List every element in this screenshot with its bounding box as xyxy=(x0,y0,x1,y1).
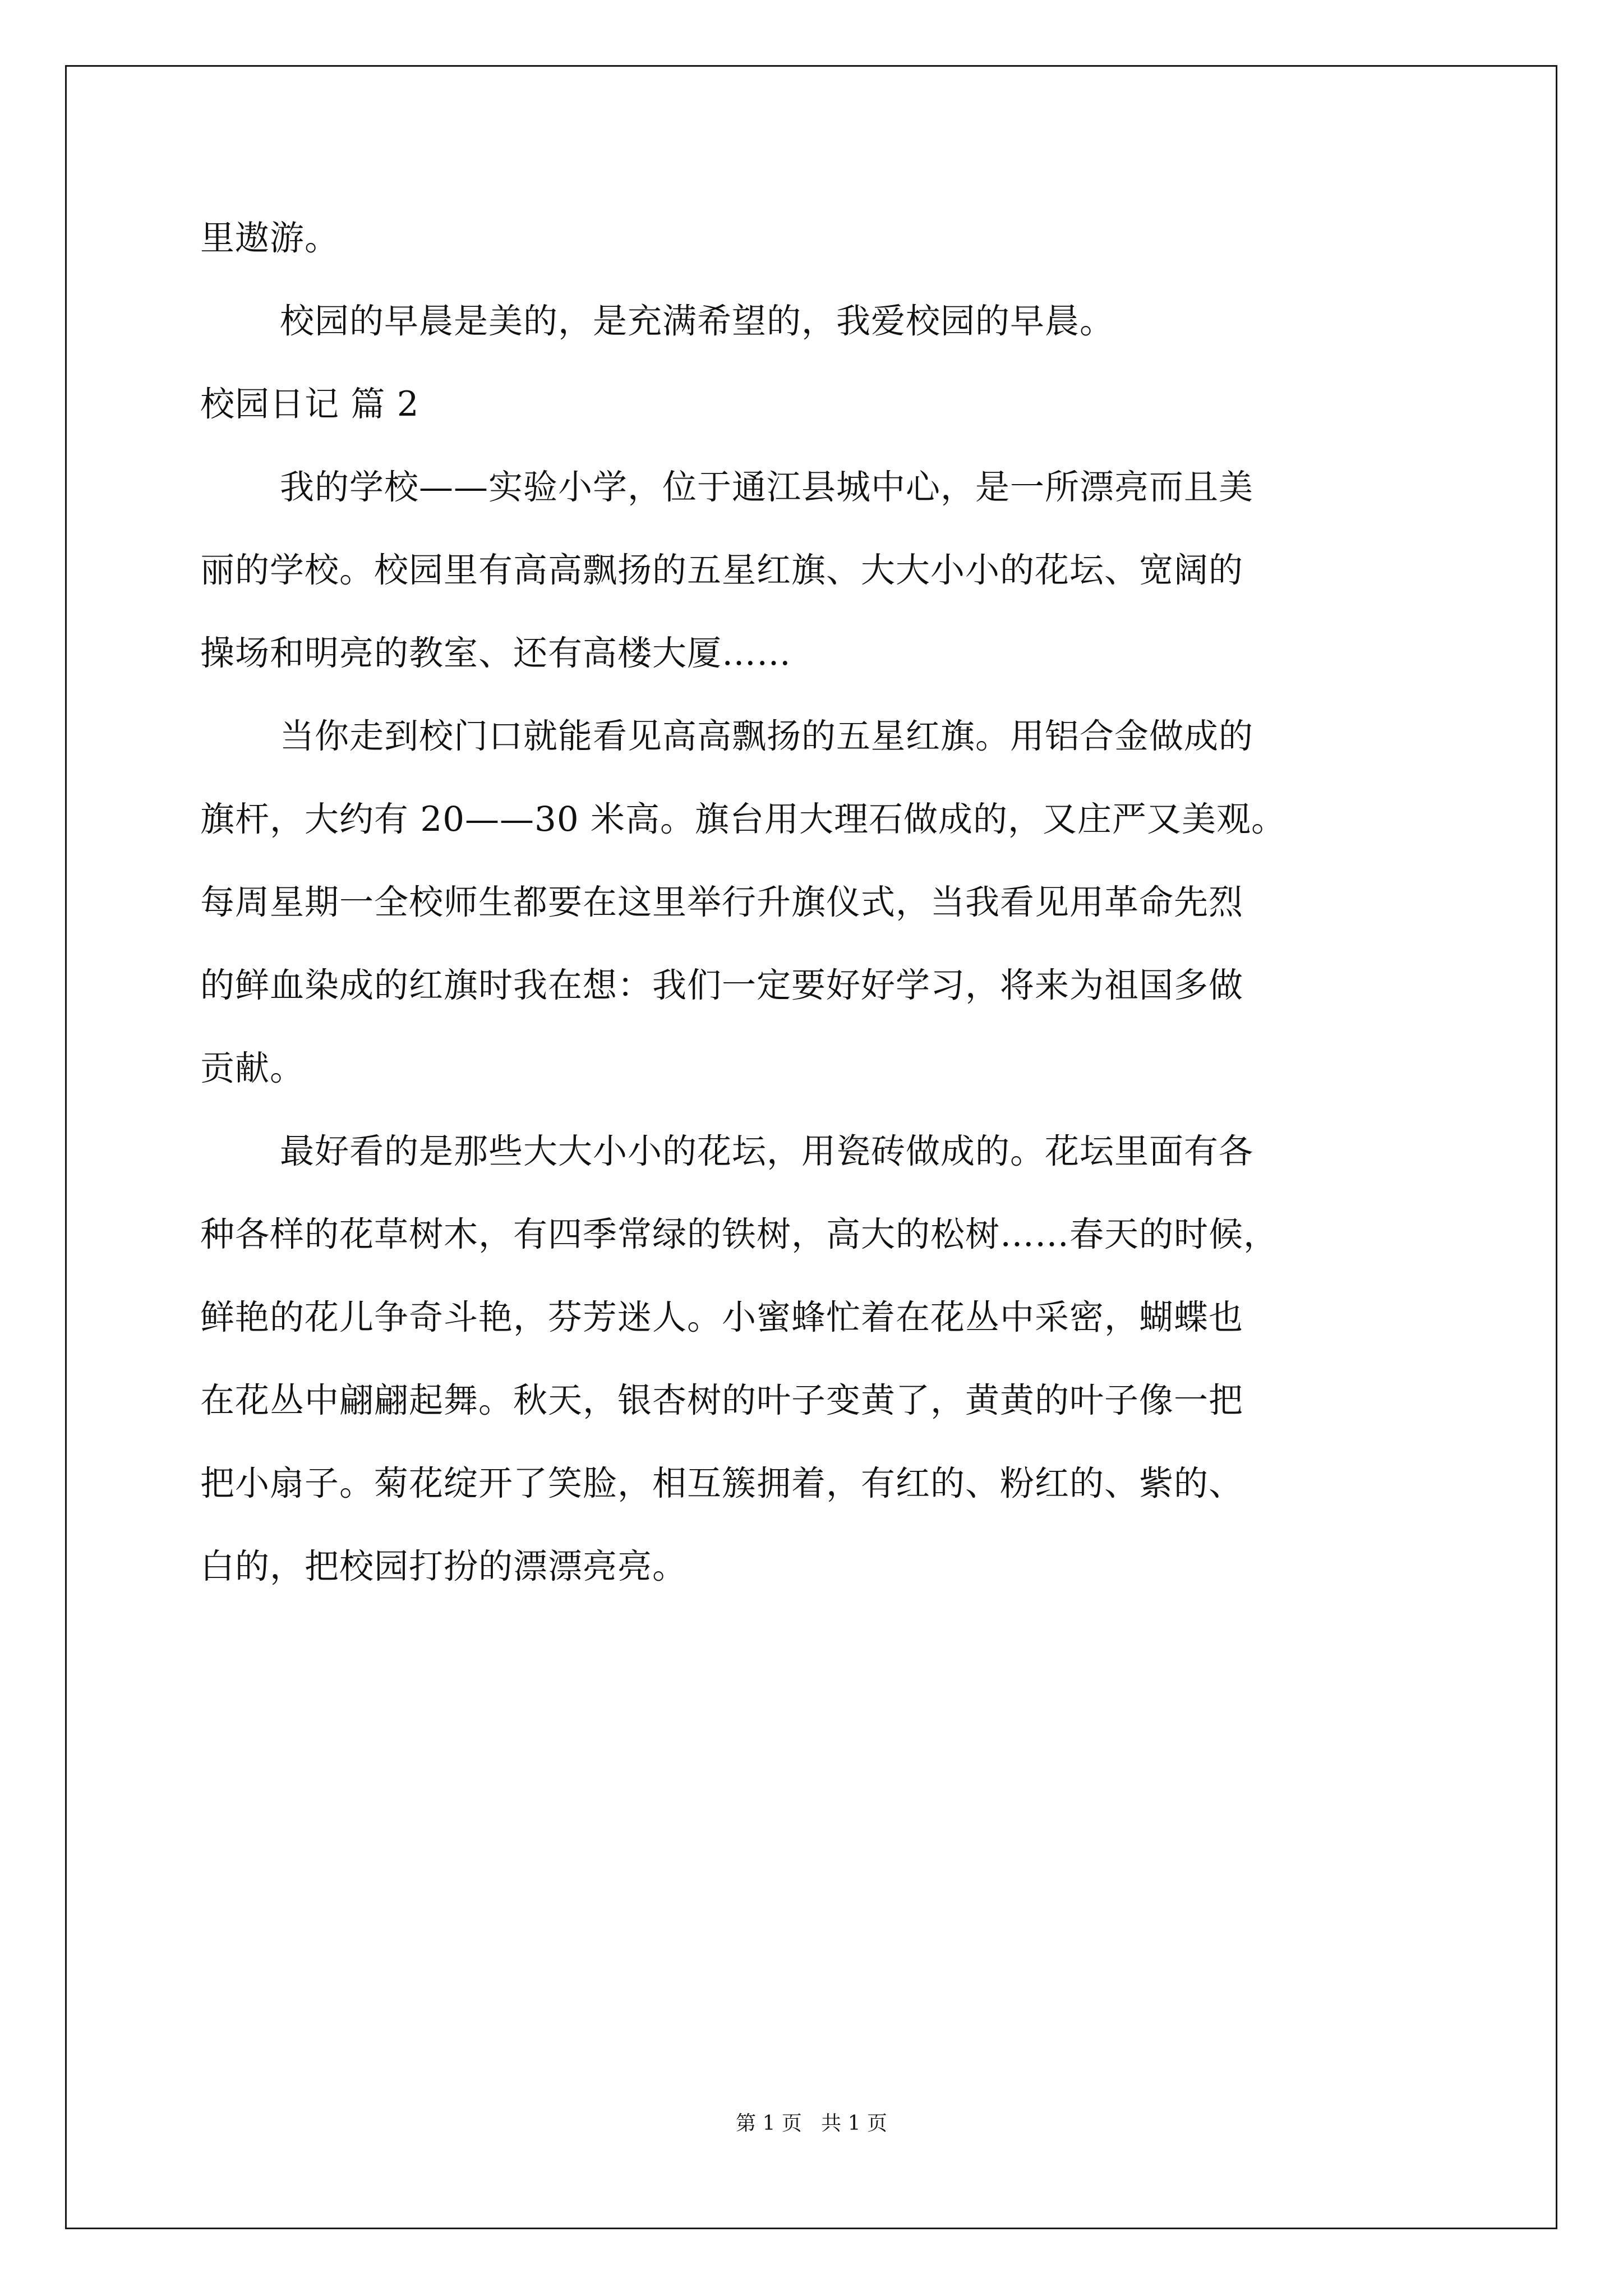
text-line: 里遨游。 xyxy=(200,218,340,258)
text-line: 旗杆，大约有 20——30 米高。旗台用大理石做成的，又庄严又美观。 xyxy=(200,799,1287,839)
paragraph-line: 我的学校——实验小学，位于通江县城中心，是一所漂亮而且美 xyxy=(280,467,1254,507)
text-line: 的鲜血染成的红旗时我在想：我们一定要好好学习，将来为祖国多做 xyxy=(200,965,1244,1005)
text-line: 白的，把校园打扮的漂漂亮亮。 xyxy=(200,1547,688,1586)
text-line: 丽的学校。校园里有高高飘扬的五星红旗、大大小小的花坛、宽阔的 xyxy=(200,550,1244,590)
text-line: 鲜艳的花儿争奇斗艳，芬芳迷人。小蜜蜂忙着在花丛中采密，蝴蝶也 xyxy=(200,1297,1244,1337)
text-line: 种各样的花草树木，有四季常绿的铁树，高大的松树……春天的时候， xyxy=(200,1214,1279,1254)
text-line: 贡献。 xyxy=(200,1048,305,1088)
text-line: 在花丛中翩翩起舞。秋天，银杏树的叶子变黄了，黄黄的叶子像一把 xyxy=(200,1381,1244,1420)
text-line: 每周星期一全校师生都要在这里举行升旗仪式，当我看见用革命先烈 xyxy=(200,882,1244,922)
paragraph-line: 最好看的是那些大大小小的花坛，用瓷砖做成的。花坛里面有各 xyxy=(280,1131,1254,1171)
text-line: 操场和明亮的教室、还有高楼大厦…… xyxy=(200,633,792,673)
text-line: 把小扇子。菊花绽开了笑脸，相互簇拥着，有红的、粉红的、紫的、 xyxy=(200,1464,1244,1503)
section-heading: 校园日记 篇 2 xyxy=(200,384,419,424)
page-footer: 第 1 页 共 1 页 xyxy=(736,2112,887,2135)
paragraph-line: 校园的早晨是美的，是充满希望的，我爱校园的早晨。 xyxy=(280,301,1115,341)
paragraph-line: 当你走到校门口就能看见高高飘扬的五星红旗。用铝合金做成的 xyxy=(280,716,1254,756)
